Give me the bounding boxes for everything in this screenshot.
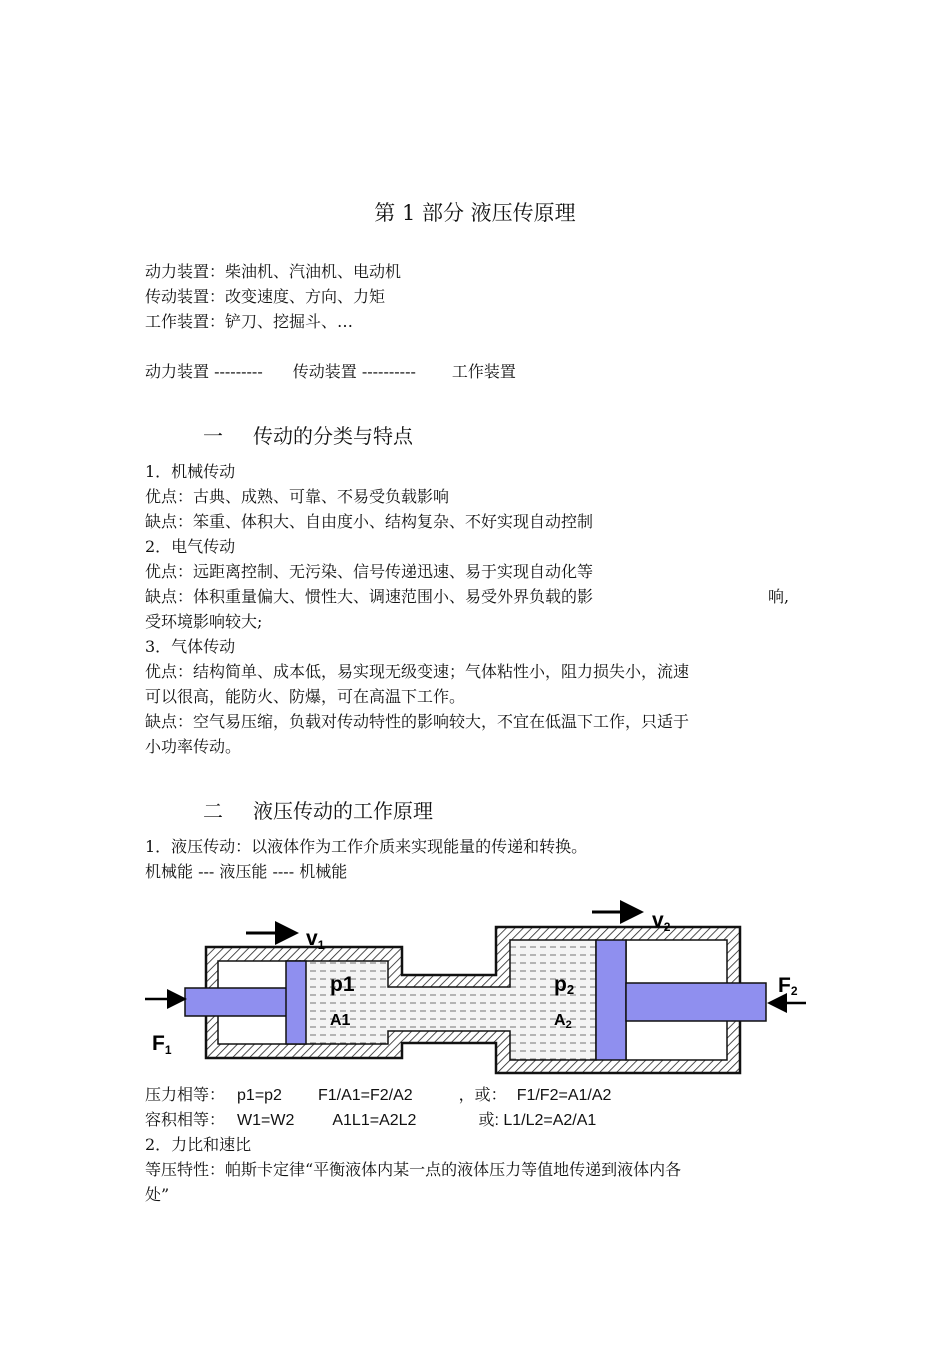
elec-cons-c: 受环境影响较大; [145,612,263,631]
pressure-eq-d: F1/F2=A1/A2 [516,1087,612,1104]
section-2-number: 二 [203,799,223,823]
mech-heading: 1．机械传动 [145,462,236,481]
mech-pros: 优点：古典、成熟、可靠、不易受负载影响 [145,487,450,506]
flow-work: 工作装置 [451,362,516,381]
pascal-law-a: 等压特性：帕斯卡定律“平衡液体内某一点的液体压力等值地传递到液体内各 [145,1160,682,1179]
pressure-label: 压力相等： [145,1085,226,1104]
energy-chain: 机械能 --- 液压能 ---- 机械能 [145,862,348,881]
label-p2: p2 [554,973,575,997]
gas-heading: 3．气体传动 [145,637,236,656]
gas-pros-a: 优点：结构简单、成本低，易实现无级变速；气体粘性小，阻力损失小，流速 [145,662,690,681]
label-v2: v2 [652,909,671,934]
mech-cons: 缺点：笨重、体积大、自由度小、结构复杂、不好实现自动控制 [145,512,594,531]
pascal-law-b: 处” [145,1185,170,1204]
volume-eq-b: A1L1=A2L2 [332,1112,417,1129]
right-piston [596,940,626,1060]
label-v1: v1 [306,927,325,952]
gas-pros-b: 可以很高，能防火、防爆，可在高温下工作。 [145,687,466,706]
section-1-heading [203,423,413,449]
pressure-eq-a: p1=p2 [237,1087,282,1104]
left-piston-rod [185,988,287,1016]
volume-label: 容积相等： [145,1110,226,1129]
section-1-title: 传动的分类与特点 [253,424,413,448]
elec-pros: 优点：远距离控制、无污染、信号传递迅速、易于实现自动化等 [145,562,594,581]
section-1-number: 一 [203,424,223,448]
force-speed-heading: 2．力比和速比 [145,1135,252,1154]
page-title: 第 1 部分 液压传原理 [374,201,576,225]
volume-eq-c: 或: L1/L2=A2/A1 [478,1112,597,1129]
elec-heading: 2．电气传动 [145,537,236,556]
left-piston [286,961,306,1044]
flow-transmission: 传动装置 ---------- [292,362,416,381]
pressure-or: ，或： [458,1085,507,1104]
elec-cons-a: 缺点：体积重量偏大、惯性大、调速范围小、易受外界负载的影 [145,587,594,606]
intro-power-unit: 动力装置：柴油机、汽油机、电动机 [145,262,402,281]
label-a1: A1 [330,1012,351,1029]
label-f2: F2 [778,974,798,998]
hydraulic-definition: 1．液压传动：以液体作为工作介质来实现能量的传递和转换。 [145,837,588,856]
volume-equality [145,1110,596,1131]
elec-cons-b: 响, [768,587,790,606]
label-p1: p1 [330,973,355,996]
hydraulic-cylinder-diagram [140,895,810,1080]
pressure-eq-b: F1/A1=F2/A2 [317,1087,413,1104]
pressure-equality [145,1085,611,1106]
label-a2: A2 [554,1012,572,1031]
volume-eq-a: W1=W2 [237,1112,295,1129]
section-2-heading [203,798,433,824]
right-piston-rod [626,983,766,1021]
gas-cons-a: 缺点：空气易压缩，负载对传动特性的影响较大，不宜在低温下工作，只适于 [145,712,690,731]
section-2-title: 液压传动的工作原理 [253,799,433,823]
intro-work-unit: 工作装置：铲刀、挖掘斗、… [145,312,354,331]
gas-cons-b: 小功率传动。 [145,737,242,756]
label-f1: F1 [152,1032,172,1057]
intro-transmission-unit: 传动装置：改变速度、方向、力矩 [145,287,386,306]
intro-flow [145,362,516,382]
flow-power: 动力装置 --------- [145,362,263,381]
